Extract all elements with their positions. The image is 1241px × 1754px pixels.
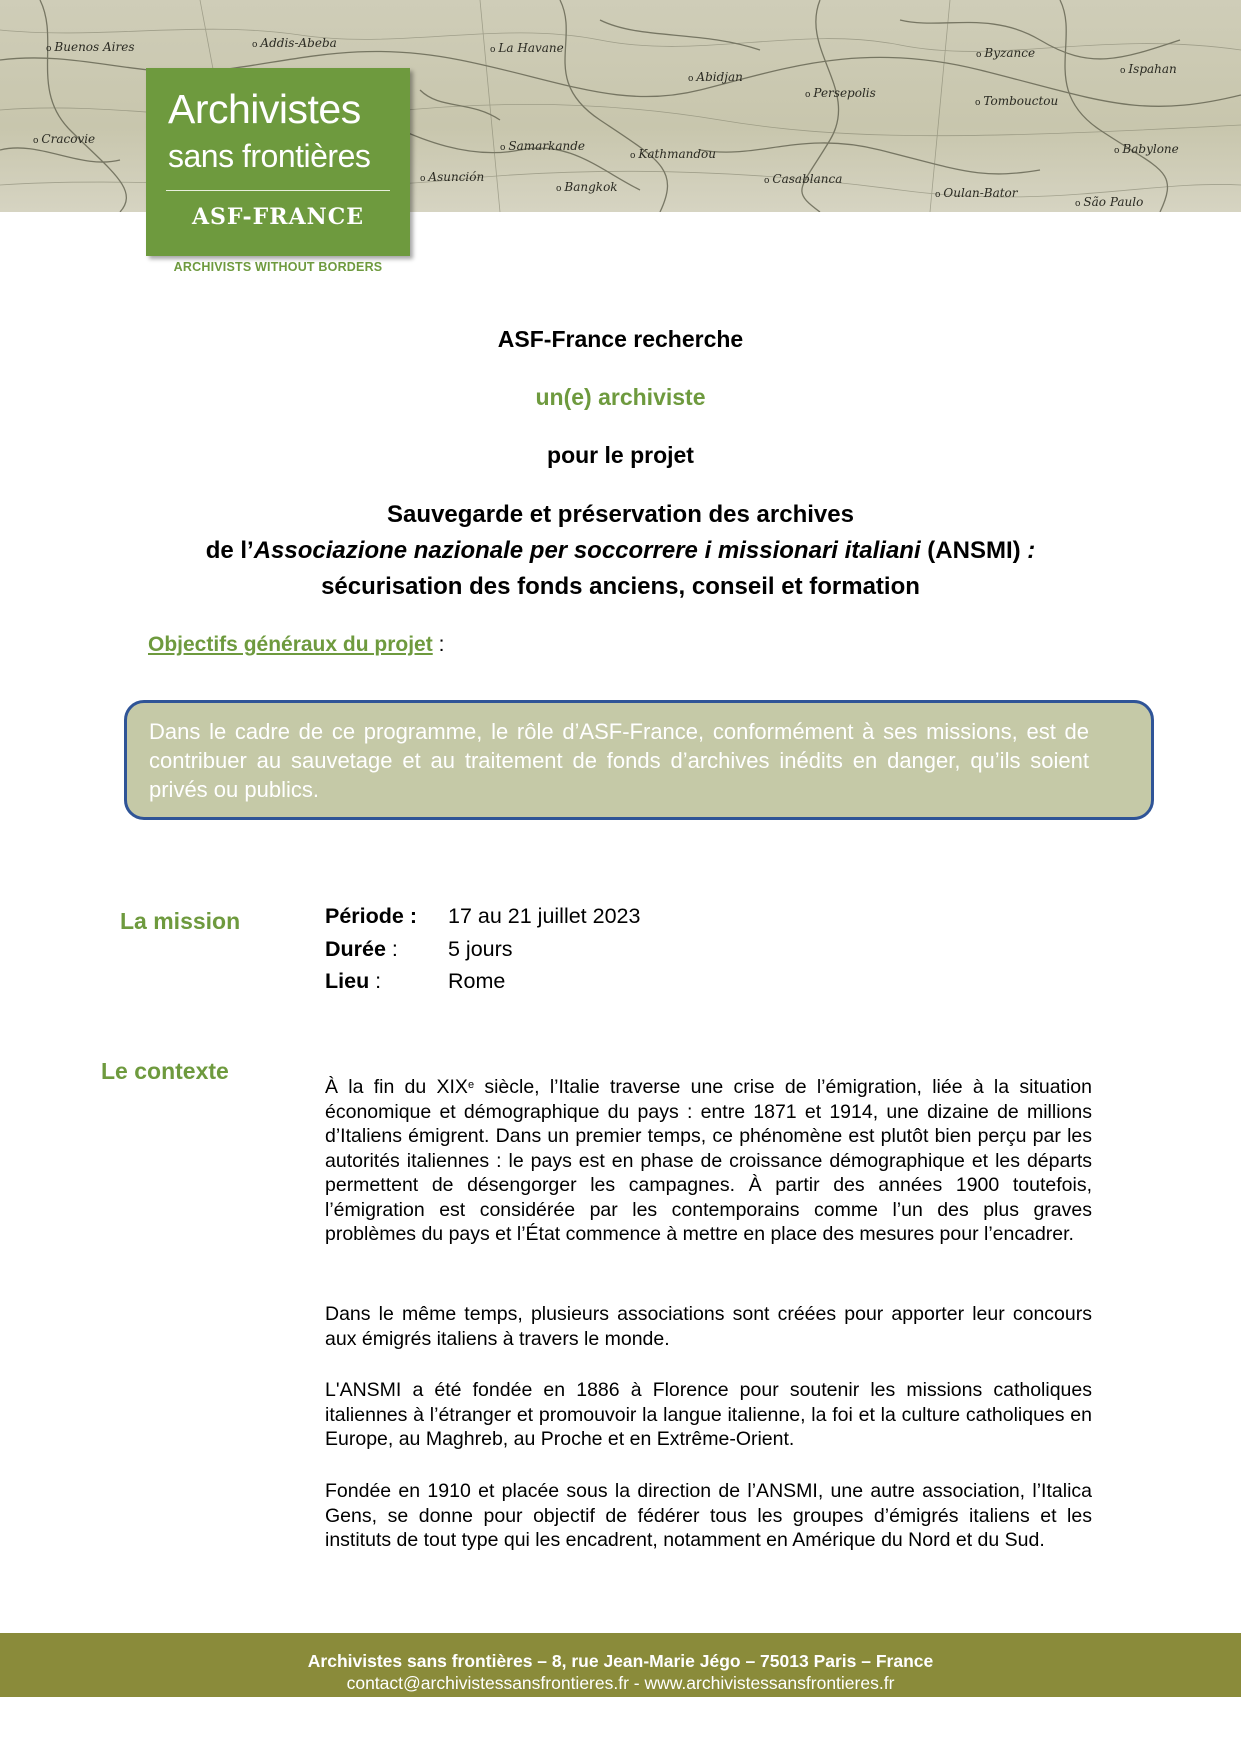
project-title-italic: Associazione nazionale per soccorrere i missionari italiani xyxy=(253,537,921,564)
logo-tagline: ARCHIVISTS WITHOUT BORDERS xyxy=(173,260,383,274)
context-paragraph-2: Dans le même temps, plusieurs associations sont créées pour apporter leur concours aux émigrés italiens à travers le monde. xyxy=(325,1303,1092,1350)
announcement-line-3: pour le projet xyxy=(547,442,694,468)
objectives-box xyxy=(124,700,1154,820)
map-city-label: o Samarkande xyxy=(500,139,585,153)
map-city-label: o São Paulo xyxy=(1075,195,1143,209)
mission-row-duration xyxy=(325,933,640,966)
project-title-suffix: (ANSMI) xyxy=(920,537,1028,564)
announcement-line-1: ASF-France recherche xyxy=(497,326,744,352)
project-title xyxy=(100,497,1141,605)
project-title-colon: : xyxy=(1027,537,1036,564)
logo-line-3: ASF-FRANCE xyxy=(191,204,365,230)
footer-contact[interactable]: contact@archivistessansfrontieres.fr - www.archivistessansfrontieres.fr xyxy=(346,1673,895,1693)
map-city-label: o Ispahan xyxy=(1120,62,1177,76)
context-paragraph-1: À la fin du XIXe siècle, l’Italie traverse une crise de l’émigration, liée à la situation économique et démographique du pays : entre 1871 et 1914, une dizaine de millions d’Italiens émigrent. Dans un premier temps, ce phénomène est plutôt bien perçu par les autorités italiennes : le pays est en phase de croissance démographique et les départs permettent de désengorger les campagnes. À partir des années 1900 toutefois, l’émigration est considérée par les contemporains comme l’un des plus graves problèmes du pays et l’État commence à mettre en place des mesures pour l’encadrer. xyxy=(325,1076,1092,1245)
footer xyxy=(0,1633,1241,1697)
mission-row-period xyxy=(325,900,640,933)
map-city-label: o Abidjan xyxy=(688,70,743,84)
project-title-prefix: de l’ xyxy=(205,537,254,564)
context-paragraph-3: L'ANSMI a été fondée en 1886 à Florence pour soutenir les missions catholiques italiennes à l’étranger et promouvoir la langue italienne, la foi et la culture catholiques en Europe, au Maghreb, au Proche et en Extrême-Orient. xyxy=(325,1379,1092,1450)
mission-value: 17 au 21 juillet 2023 xyxy=(448,904,641,928)
context-heading: Le contexte xyxy=(101,1058,229,1084)
mission-key: Lieu : xyxy=(325,969,382,993)
map-city-label: o Asunción xyxy=(420,170,484,184)
project-title-line-2 xyxy=(100,533,1141,569)
map-city-label: o Bangkok xyxy=(556,180,618,194)
mission-key: Période : xyxy=(325,904,417,928)
map-city-label: o Oulan-Bator xyxy=(935,186,1018,200)
announcement-line-2: un(e) archiviste xyxy=(535,384,706,410)
objectives-colon: : xyxy=(432,633,445,656)
mission-value: 5 jours xyxy=(448,936,513,961)
map-city-label: o Babylone xyxy=(1114,142,1179,156)
objectives-text: Dans le cadre de ce programme, le rôle d’ASF-France, conformément à ses missions, est de contribuer au sauvetage et au traitement de fonds d’archives inédits en danger, qu’ils soient privés ou publics. xyxy=(149,719,1089,802)
map-city-label: o Tombouctou xyxy=(975,94,1058,108)
logo-line-1: Archivistes xyxy=(168,86,361,132)
logo-line-2: sans frontières xyxy=(168,138,371,174)
map-city-label: o Casablanca xyxy=(764,172,842,186)
context-paragraph-4: Fondée en 1910 et placée sous la direction de l’ANSMI, une autre association, l’Italica Gens, se donne pour objectif de fédérer tous les groupes d’émigrés italiens et les instituts de tout type qui les encadrent, notamment en Amérique du Nord et du Sud. xyxy=(325,1480,1092,1551)
map-city-label: o Kathmandou xyxy=(630,147,716,161)
asf-logo xyxy=(146,68,410,256)
map-city-label: o Buenos Aires xyxy=(46,40,135,54)
objectives-label: Objectifs généraux du projet xyxy=(148,633,433,656)
map-city-label: o Byzance xyxy=(976,46,1035,60)
project-title-line-1: Sauvegarde et préservation des archives xyxy=(387,501,854,528)
mission-heading: La mission xyxy=(120,908,241,934)
objectives-heading xyxy=(148,633,444,657)
footer-address: Archivistes sans frontières – 8, rue Jean-Marie Jégo – 75013 Paris – France xyxy=(307,1651,934,1671)
map-city-label: o Cracovie xyxy=(33,132,95,146)
map-city-label: o La Havane xyxy=(490,41,564,55)
project-title-line-3: sécurisation des fonds anciens, conseil et formation xyxy=(321,573,920,600)
logo-divider xyxy=(166,190,390,191)
mission-key: Durée : xyxy=(325,936,398,961)
map-city-label: o Persepolis xyxy=(805,86,876,100)
mission-details xyxy=(325,900,640,998)
mission-value: Rome xyxy=(448,969,506,993)
mission-row-location xyxy=(325,965,640,998)
map-city-label: o Addis-Abeba xyxy=(252,36,337,50)
